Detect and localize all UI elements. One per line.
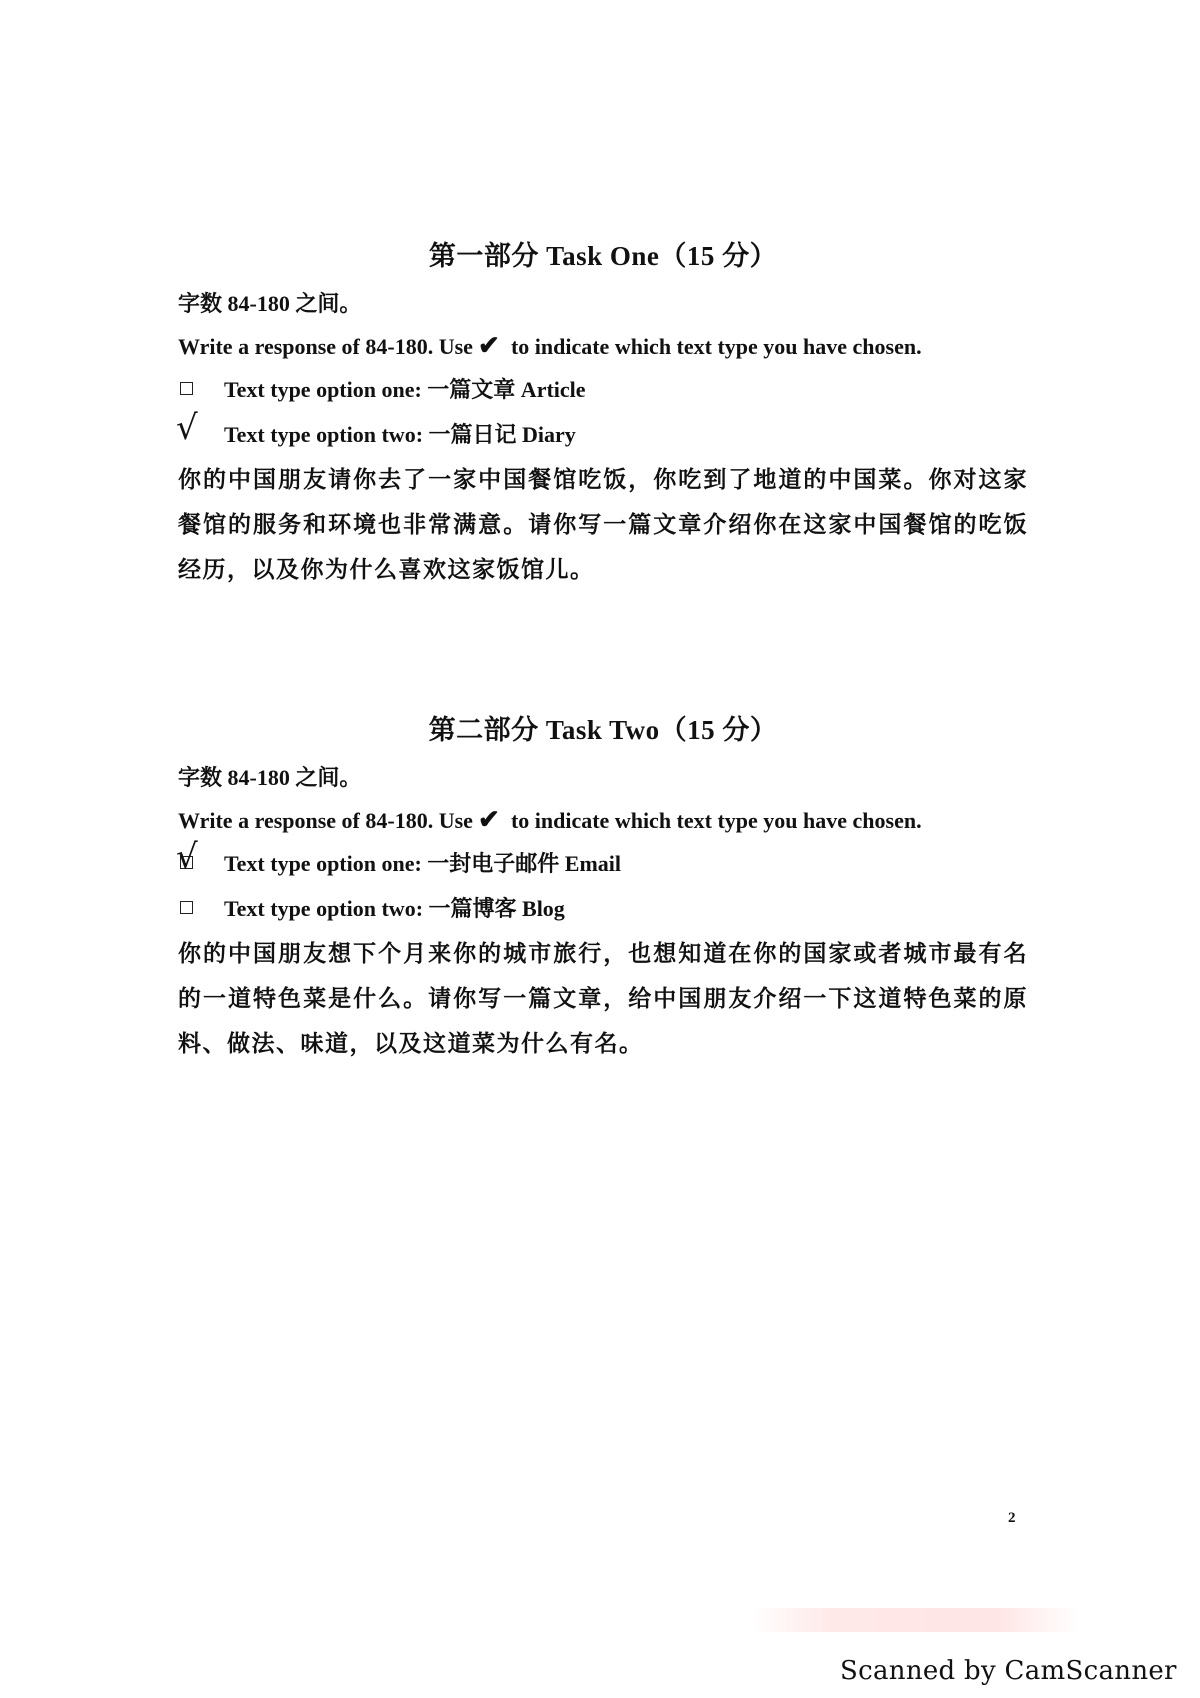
scan-smudge (750, 1608, 1080, 1632)
task-two-word-count: 字数 84-180 之间。 (178, 765, 362, 790)
checkbox-icon[interactable] (180, 382, 193, 395)
check-mark-icon: ✔ (478, 331, 500, 360)
task-two-prompt: 你的中国朋友想下个月来你的城市旅行，也想知道在你的国家或者城市最有名的一道特色菜是什么。请你写一篇文章，给中国朋友介绍一下这道特色菜的原料、做法、味道，以及这道菜为什么有名。 (178, 941, 1028, 1056)
check-mark-icon: ✔ (478, 805, 500, 834)
scanner-watermark: Scanned by CamScanner (840, 1656, 1177, 1686)
checkbox-icon[interactable] (180, 901, 193, 914)
task-one-word-count: 字数 84-180 之间。 (178, 291, 362, 316)
task-one-instruction (178, 326, 1028, 367)
task-one-prompt: 你的中国朋友请你去了一家中国餐馆吃饭，你吃到了地道的中国菜。你对这家餐馆的服务和环境也非常满意。请你写一篇文章介绍你在这家中国餐馆的吃饭经历，以及你为什么喜欢这家饭馆儿。 (178, 467, 1028, 582)
instruction-text-pre: Write a response of 84-180. Use (178, 808, 473, 833)
instruction-text-post: to indicate which text type you have chosen. (510, 334, 922, 359)
option-label: Text type option two: 一篇博客 Blog (224, 896, 565, 921)
page-number: 2 (1008, 1510, 1016, 1526)
task-one-option-two[interactable] (176, 408, 1028, 457)
task-one-option-one[interactable] (178, 367, 1028, 412)
instruction-text-pre: Write a response of 84-180. Use (178, 334, 473, 359)
task-two-option-one[interactable] (176, 837, 1028, 886)
option-label: Text type option one: 一封电子邮件 Email (224, 851, 622, 876)
tick-icon[interactable]: √ (176, 837, 198, 877)
task-two-option-two[interactable] (178, 886, 1028, 931)
instruction-text-post: to indicate which text type you have chosen. (510, 808, 922, 833)
task-two-instruction (178, 800, 1028, 841)
task-one-title: 第一部分 Task One（15 分） (428, 241, 778, 271)
task-two-title: 第二部分 Task Two（15 分） (428, 715, 778, 745)
task-two-section (178, 706, 1028, 1066)
option-label: Text type option one: 一篇文章 Article (224, 377, 586, 402)
task-one-section (178, 232, 1028, 592)
tick-icon[interactable]: √ (176, 408, 198, 448)
option-label: Text type option two: 一篇日记 Diary (224, 422, 576, 447)
